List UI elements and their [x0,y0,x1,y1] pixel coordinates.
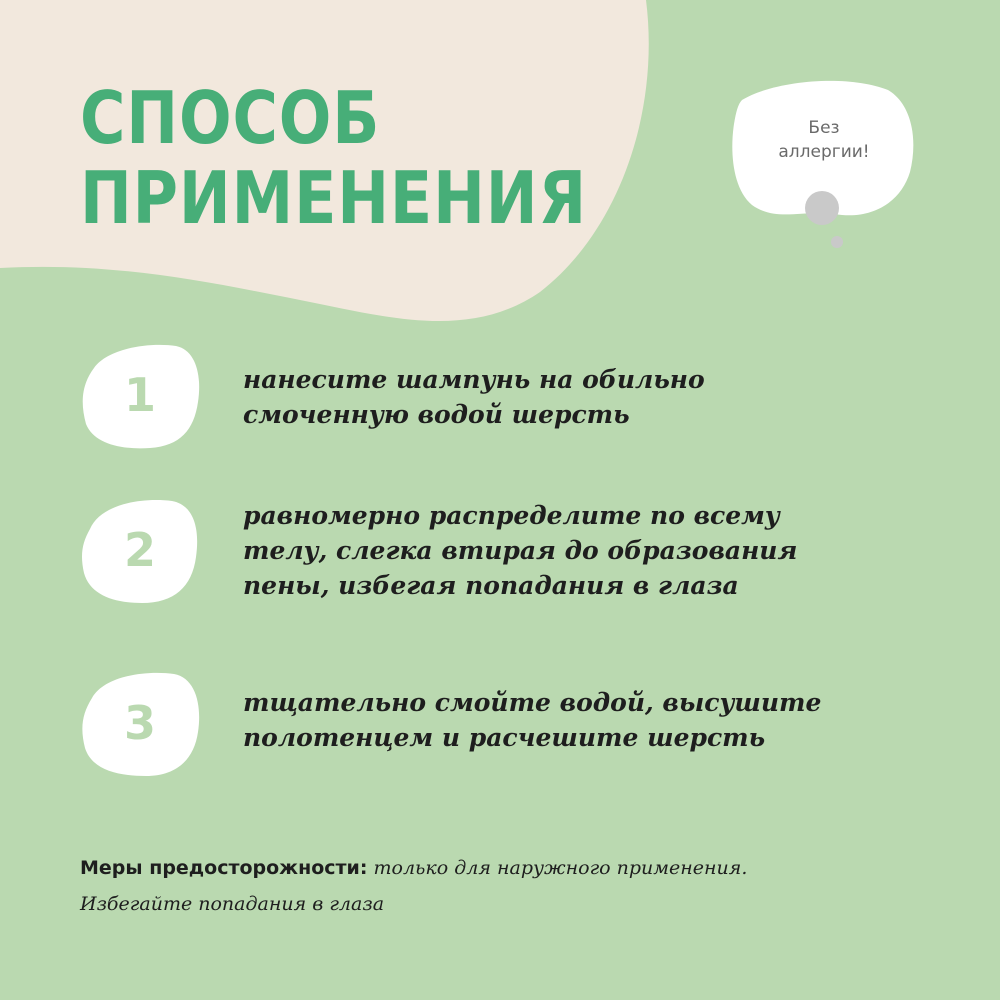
step-number: 2 [123,523,156,577]
step-line: полотенцем и расчешите шерсть [243,723,766,752]
title-line-2: ПРИМЕНЕНИЯ [80,156,587,240]
note-label: Меры предосторожности: [80,857,368,879]
note-text-2: Избегайте попадания в глаза [80,893,385,915]
step-number: 3 [123,696,156,750]
step-number: 1 [123,368,156,422]
step-line: смоченную водой шерсть [243,400,630,429]
step-line: тщательно смойте водой, высушите [243,688,822,717]
step-badge [80,340,200,450]
bubble-line-2: аллергии! [778,142,870,162]
bubble-dot-small [831,236,843,248]
note-line-2 [80,886,940,922]
step-line: нанесите шампунь на обильно [243,365,705,394]
precautions-note [80,850,940,922]
step-text [243,362,943,432]
note-line-1 [80,850,940,886]
title-line-1: СПОСОБ [80,76,381,160]
step-line: равномерно распределите по всему [243,501,780,530]
speech-bubble-text [770,116,878,164]
step-line: телу, слегка втирая до образования [243,536,798,565]
step-badge [80,668,200,778]
step-text [243,685,943,755]
step-line: пены, избегая попадания в глаза [243,571,739,600]
note-text-1: только для наружного применения. [367,857,748,879]
page-title [80,78,587,238]
bubble-line-1: Без [808,118,840,138]
bubble-dot-large [805,191,839,225]
step-badge [80,495,200,605]
step-text [243,498,943,603]
